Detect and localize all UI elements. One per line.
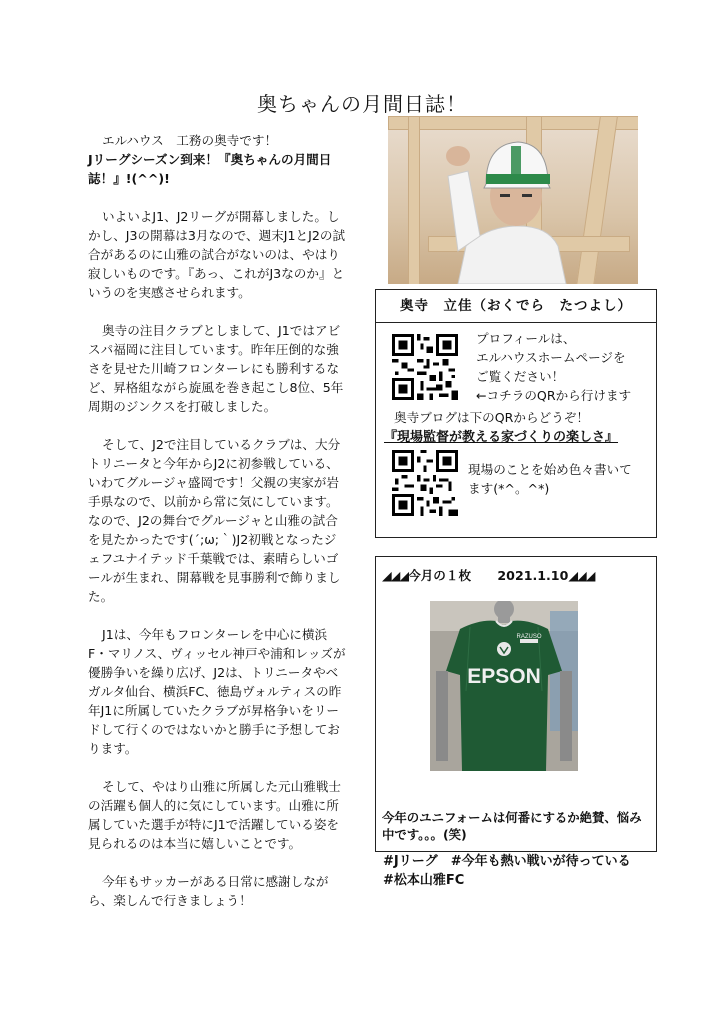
blog-intro: 奥寺ブログは下のQRからどうぞ！ — [394, 410, 589, 425]
worker-figure-illustration — [388, 116, 638, 284]
profile-name: 奥寺 立佳（おくでら たつよし） — [376, 290, 656, 323]
jersey-sponsor-text: EPSON — [467, 665, 541, 688]
page-title: 奥ちゃんの月間日誌！ — [257, 92, 467, 116]
profile-box — [375, 289, 657, 538]
profile-link-hint: ←コチラのQRから行けます — [476, 388, 632, 403]
blog-text — [468, 460, 632, 498]
blog-text-line-1: 現場のことを始め色々書いて — [468, 462, 632, 477]
monthly-photo-date: 2021.1.10 — [497, 568, 569, 583]
triangle-decor-right: ◢◢◢ — [568, 568, 595, 583]
para-4-text: J1は、今年もフロンターレを中心に横浜F・マリノス、ヴィッセル神戸や浦和レッズが優勝争いを繰り広げ、J2は、トリニータやベガルタ仙台、横浜FC、徳島ヴォルティスの昨年J1に所属していたクラブが昇格争いをリードして行くのではないかと勝手に予想しております。 — [88, 627, 346, 756]
author-photo — [388, 116, 638, 284]
hashtags: #Jリーグ #今年も熱い戦いが待っている #松本山雅FC — [383, 854, 644, 888]
para-6-text: 今年もサッカーがある日常に感謝しながら、楽しんで行きましょう！ — [88, 874, 329, 908]
para-5-text: そして、やはり山雅に所属した元山雅戦士の活躍も個人的に気にしています。山雅に所属していた選手が特にJ1で活躍している姿を見られるのは本当に嬉しいことです。 — [88, 779, 342, 851]
article-body — [88, 131, 346, 929]
jersey-mannequin-illustration — [430, 601, 578, 771]
para-2-text: 奥寺の注目クラブとしまして、J1ではアビスパ福岡に注目しています。昨年圧倒的な強さを見せた川崎フロンターレにも勝利するなど、昇格組ながら旋風を巻き起こし8位、5年周期のジンクスを打破しました。 — [88, 323, 344, 414]
para-1-text: いよいよJ1、J2リーグが開幕しました。しかし、J3の開幕は3月なので、週末J1とJ2の試合があるのに山雅の試合がないのは、やはり寂しいものです。『あっ、これがJ3なのか』というのを実感させられます。 — [88, 209, 346, 300]
blog-text-line-2: ます(*^。^*) — [468, 481, 550, 496]
jersey-photo — [430, 601, 578, 771]
article-intro — [88, 131, 346, 188]
article-paragraph-6 — [88, 872, 346, 910]
blog-title[interactable]: 『現場監督が教える家づくりの楽しさ』 — [384, 430, 619, 445]
monthly-photo-caption: 今年のユニフォームは何番にするか絶賛、悩み中です。。。(笑) — [382, 810, 642, 842]
intro-line-1: エルハウス 工務の奥寺です！ — [102, 133, 278, 148]
profile-text — [476, 329, 631, 405]
profile-qr-code[interactable] — [392, 334, 458, 400]
profile-text-line-1: プロフィールは、 — [476, 331, 576, 346]
blog-qr-code[interactable] — [392, 450, 458, 516]
monthly-photo-label: 今月の１枚 — [408, 568, 472, 583]
intro-line-2c: 』!(^^)! — [113, 171, 170, 186]
profile-text-line-3: ご覧ください！ — [476, 369, 565, 384]
para-3-text: そして、J2で注目しているクラブは、大分トリニータと今年からJ2に初参戦している、いわてグルージャ盛岡です！父親の実家が岩手県なので、以前から常に気にしています。なので、J2の舞台でグルージャと山雅の試合を見たかったです(´;ω;｀)J2初戦となったジェフユナイテッド千葉戦では、素晴らしいゴールが生まれ、開幕戦を見事勝利で飾りました。 — [88, 437, 341, 604]
intro-highlight: 奥ちゃんの月間日誌！ — [88, 152, 332, 186]
article-paragraph-2 — [88, 321, 346, 416]
triangle-decor-left: ◢◢◢ — [382, 568, 409, 583]
jersey-brand-text: RAZUSO — [516, 634, 542, 640]
article-paragraph-4 — [88, 625, 346, 758]
profile-text-line-2: エルハウスホームページを — [476, 350, 626, 365]
monthly-photo-box — [375, 556, 657, 852]
intro-line-2a: Jリーグシーズン到来！『 — [88, 152, 231, 167]
article-paragraph-5 — [88, 777, 346, 853]
article-paragraph-3 — [88, 435, 346, 606]
article-paragraph-1 — [88, 207, 346, 302]
monthly-photo-header — [382, 565, 594, 584]
